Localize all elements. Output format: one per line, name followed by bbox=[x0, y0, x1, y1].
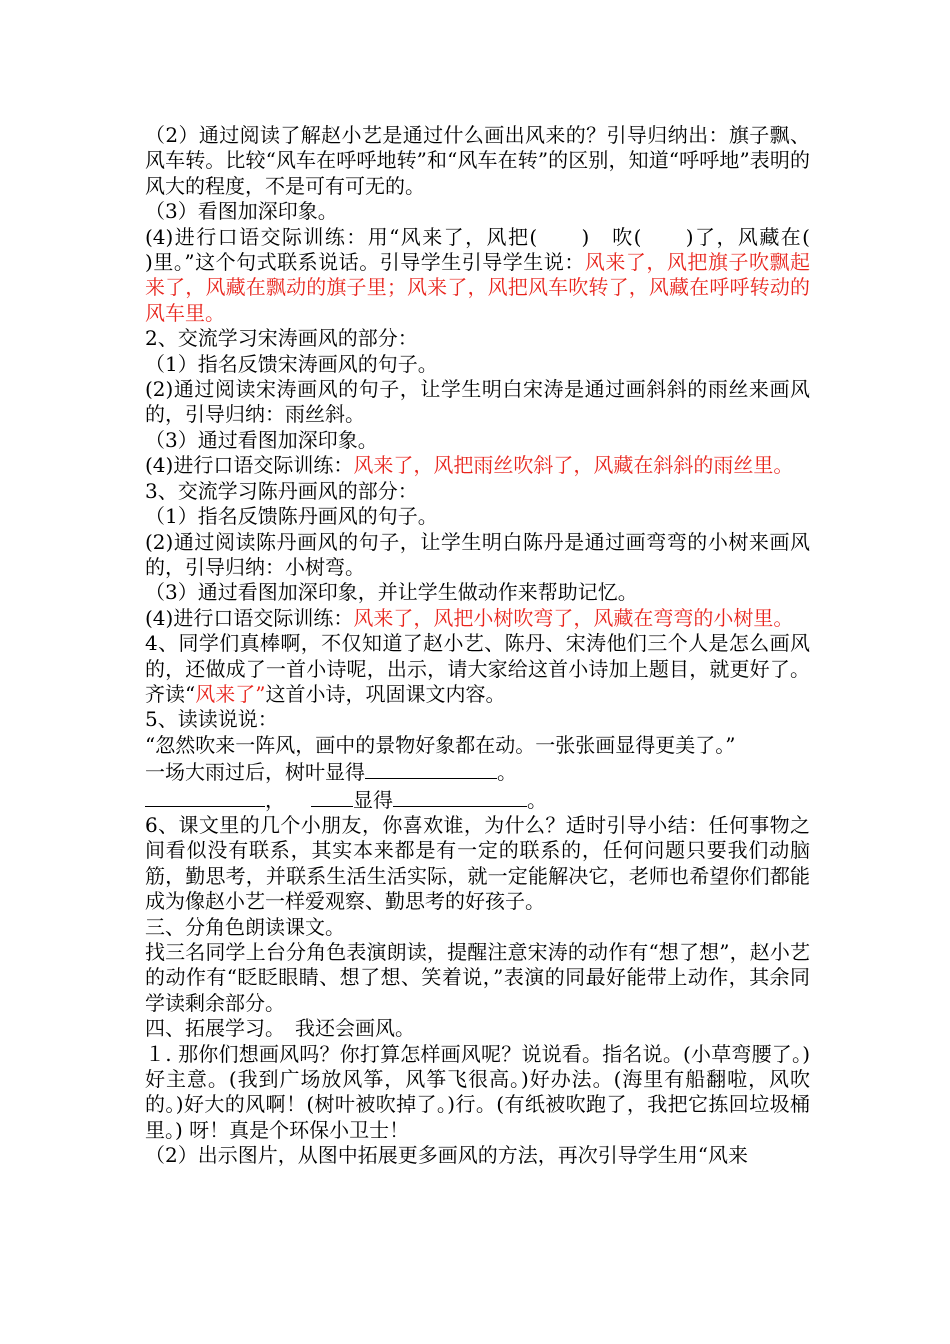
paragraph-text: 四、拓展学习。 我还会画风。 bbox=[145, 1016, 415, 1041]
highlighted-answer-text: 风来了，风把旗子吹飘起来了，风藏在飘动的旗子里；风来了，风把风车吹转了，风藏在呼呼转动的风车里。 bbox=[145, 250, 811, 325]
paragraph bbox=[145, 428, 810, 453]
paragraph bbox=[145, 453, 810, 478]
paragraph bbox=[145, 479, 810, 504]
paragraph bbox=[145, 580, 810, 605]
paragraph-text: 这首小诗，巩固课文内容。 bbox=[265, 681, 506, 706]
fill-in-line-1 bbox=[145, 758, 810, 785]
paragraph-text: 三、分角色朗读课文。 bbox=[145, 914, 345, 939]
paragraph-text: (4)进行口语交际训练：用“风来了，风把( ) 吹( )了，风藏在( )里。”这个句式联系说话。引导学生引导学生说： bbox=[145, 224, 850, 275]
paragraph-text: 5、读读说说： bbox=[145, 707, 278, 732]
fill-in-prompt: 一场大雨过后，树叶显得 bbox=[145, 760, 365, 785]
paragraph bbox=[145, 707, 810, 732]
paragraph bbox=[145, 377, 810, 428]
paragraph-text: （1）指名反馈陈丹画风的句子。 bbox=[145, 504, 438, 529]
paragraph-text: “忽然吹来一阵风，画中的景物好象都在动。一张张画显得更美了。” bbox=[145, 732, 736, 757]
paragraph bbox=[145, 352, 810, 377]
fill-in-line-2 bbox=[145, 786, 810, 813]
fill-in-period: 。 bbox=[527, 787, 547, 812]
highlighted-answer-text: 风来了” bbox=[195, 681, 266, 706]
paragraph-text: (2)通过阅读陈丹画风的句子，让学生明白陈丹是通过画弯弯的小树来画风的，引导归纳：小树弯。 bbox=[145, 529, 810, 579]
paragraph-text: (4)进行口语交际训练： bbox=[145, 453, 354, 478]
paragraph-text: (4)进行口语交际训练： bbox=[145, 605, 354, 630]
paragraph bbox=[145, 326, 810, 351]
highlighted-answer-text: 风来了，风把雨丝吹斜了，风藏在斜斜的雨丝里。 bbox=[353, 453, 794, 478]
paragraph-text: （3）通过看图加深印象，并让学生做动作来帮助记忆。 bbox=[145, 580, 638, 605]
paragraph bbox=[145, 631, 810, 707]
paragraph-text: (2)通过阅读宋涛画风的句子，让学生明白宋涛是通过画斜斜的雨丝来画风的，引导归纳：雨丝斜。 bbox=[145, 377, 810, 427]
paragraph-text: （3）通过看图加深印象。 bbox=[145, 427, 378, 452]
paragraph-text: （1）指名反馈宋涛画风的句子。 bbox=[145, 351, 438, 376]
paragraph bbox=[145, 504, 810, 529]
answer-blank bbox=[393, 786, 527, 807]
paragraph bbox=[145, 1016, 810, 1041]
answer-blank bbox=[365, 758, 497, 779]
paragraph-text: （3）看图加深印象。 bbox=[145, 199, 338, 224]
fill-in-comma: ， bbox=[265, 787, 285, 812]
highlighted-answer-text: 风来了，风把小树吹弯了，风藏在弯弯的小树里。 bbox=[353, 605, 794, 630]
paragraph-text: 2、交流学习宋涛画风的部分： bbox=[145, 326, 418, 351]
paragraph-text: １. 那你们想画风吗？你打算怎样画风呢？说说看。指名说。(小草弯腰了。)好主意。(我到广场放风筝，风筝飞很高。)好办法。(海里有船翻啦，风吹的。)好大的风啊！(树叶被吹掉了。)行。(有纸被吹跑了，我把它拣回垃圾桶里。) 呀！真是个环保小卫士！ bbox=[145, 1041, 810, 1142]
paragraph bbox=[145, 199, 810, 224]
paragraph bbox=[145, 1143, 810, 1168]
fill-in-period: 。 bbox=[497, 760, 517, 785]
lesson-section-before bbox=[145, 123, 850, 758]
paragraph-text: 4、同学们真棒啊，不仅知道了赵小艺、陈丹、宋涛他们三个人是怎么画风的，还做成了一首小诗呢，出示，请大家给这首小诗加上题目，就更好了。齐读“ bbox=[145, 631, 810, 706]
paragraph bbox=[145, 530, 810, 581]
paragraph bbox=[145, 733, 810, 758]
document-page bbox=[145, 123, 850, 1169]
paragraph bbox=[145, 915, 810, 940]
paragraph-text: 3、交流学习陈丹画风的部分： bbox=[145, 478, 418, 503]
fill-in-verb: 显得 bbox=[353, 787, 393, 812]
paragraph-text: （2）出示图片，从图中拓展更多画风的方法，再次引导学生用“风来 bbox=[145, 1143, 748, 1168]
paragraph bbox=[145, 940, 810, 1016]
paragraph bbox=[145, 123, 810, 199]
paragraph bbox=[145, 224, 850, 327]
paragraph-text: 6、课文里的几个小朋友，你喜欢谁，为什么？适时引导小结：任何事物之间看似没有联系，其实本来都是有一定的联系的，任何问题只要我们动脑筋，勤思考，并联系生活生活实际，就一定能解决它，老师也希望你们都能成为像赵小艺一样爱观察、勤思考的好孩子。 bbox=[145, 812, 810, 914]
lesson-section-after bbox=[145, 813, 810, 1169]
answer-blank bbox=[145, 786, 265, 807]
paragraph bbox=[145, 813, 810, 915]
paragraph-text: （2）通过阅读了解赵小艺是通过什么画出风来的？引导归纳出：旗子飘、风车转。比较“风车在呼呼地转”和“风车在转”的区别，知道“呼呼地”表明的风大的程度，不是可有可无的。 bbox=[145, 123, 810, 198]
paragraph bbox=[145, 1042, 810, 1144]
paragraph bbox=[145, 606, 810, 631]
answer-blank bbox=[311, 786, 353, 807]
paragraph-text: 找三名同学上台分角色表演朗读，提醒注意宋涛的动作有“想了想”，赵小艺的动作有“眨眨眼睛、想了想、笑着说，”表演的同最好能带上动作，其余同学读剩余部分。 bbox=[145, 940, 810, 1015]
